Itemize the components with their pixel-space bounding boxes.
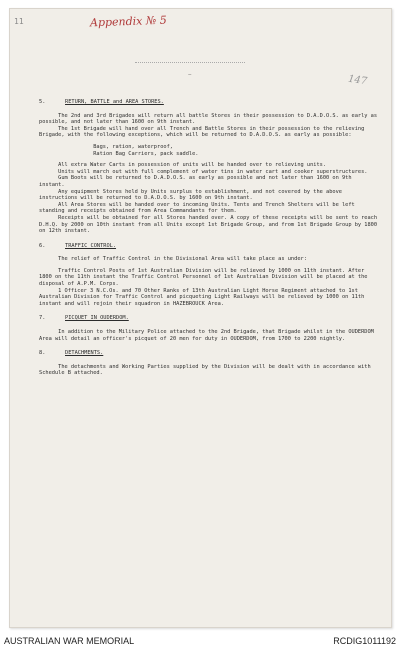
paragraph: The relief of Traffic Control in the Divisional Area will take place as under: <box>39 256 307 263</box>
section-number: 5. <box>39 99 46 105</box>
paragraph: In addition to the Military Police attached to the 2nd Brigade, that Brigade whilst in the OUDERDOM Area will detail an officer's picquet of 20 men for duty in OUDERDOM, from 1700 to 2200 nightly. <box>39 329 378 342</box>
heading-rule <box>135 62 245 67</box>
paragraph: Units will march out with full complement of water tins in water cart and cooker superstructures. <box>39 168 368 175</box>
footer-record-id: RCDIG1011192 <box>333 636 396 646</box>
paragraph: 1 Officer 3 N.C.Os. and 70 Other Ranks of 13th Australian Light Horse Regiment attached to 1st Australian Division for Traffic Control and picqueting Light Railways will be relieved by 1000 on 11th instant and will rejoin their squadron in HAZEBROUCK Area. <box>39 287 368 307</box>
paragraph: The 1st Brigade will hand over all Trench and Battle Stores in their possession to the relieving Brigade, with the following exceptions, which will be returned to D.A.D.O.S. as early as possible: <box>39 125 368 139</box>
pencil-note: 147 <box>347 73 368 88</box>
paragraph: Any equipment Stores held by Units surplus to establishment, and not covered by the above instructions will be returned to D.A.D.O.S. by 1600 on 9th instant. <box>39 188 346 202</box>
section-heading <box>39 350 379 357</box>
heading-line: — <box>188 72 192 78</box>
section-heading <box>39 315 379 322</box>
footer-bar <box>0 632 402 654</box>
paragraph: The detachments and Working Parties supplied by the Division will be dealt with in accordance with Schedule B attached. <box>39 363 374 377</box>
paragraph: Bags, ration, waterproof, <box>39 143 173 150</box>
paragraph: Traffic Control Posts of 1st Australian Division will be relieved by 1000 on 11th instant. After 1800 on the 11th instant the Traffic Control Personnel of 1st Australian Division will be placed at the disposal of A.P.M. Corps. <box>39 267 371 288</box>
paragraph: The 2nd and 3rd Brigades will return all battle Stores in their possession to D.A.D.O.S. as early as possible, and not later than 1600 on 9th instant. <box>39 112 381 126</box>
appendix-label: Appendix № 5 <box>89 13 168 30</box>
section-title: RETURN, BATTLE and AREA STORES. <box>65 99 164 105</box>
section-number: 7. <box>39 315 46 322</box>
document-heading <box>135 61 245 78</box>
section-title: TRAFFIC CONTROL. <box>65 242 117 249</box>
paragraph: Receipts will be obtained for all Stores handed over. A copy of these receipts will be sent to reach D.H.Q. by 2000 on 10th instant from all Units except 1st Brigade Group, and from 1st Brigade Group by 1800 on 12th instant. <box>39 214 381 235</box>
document-page <box>9 8 392 628</box>
footer-credit: AUSTRALIAN WAR MEMORIAL <box>4 636 135 646</box>
paragraph: Ration Bag Carriers, pack saddle. <box>39 150 199 157</box>
paragraph: All Area Stores will be handed over to incoming Units. Tents and Trench Shelters will be left standing and receipts obtained from Area Commandants for them. <box>39 201 358 215</box>
section-number: 8. <box>39 350 46 357</box>
document-body <box>39 99 379 377</box>
section-number: 6. <box>39 242 46 249</box>
section-heading <box>39 99 379 106</box>
paragraph: All extra Water Carts in possession of units will be handed over to relieving units. <box>39 162 327 169</box>
paragraph: Gum Boots will be returned to D.A.D.O.S. as early as possible and not later than 1600 on 9th instant. <box>39 175 355 188</box>
section-title: PICQUET IN OUDERDOM. <box>65 315 129 322</box>
page-marker: 11 <box>14 17 24 26</box>
section-heading <box>39 243 379 250</box>
section-title: DETACHMENTS. <box>65 350 104 357</box>
